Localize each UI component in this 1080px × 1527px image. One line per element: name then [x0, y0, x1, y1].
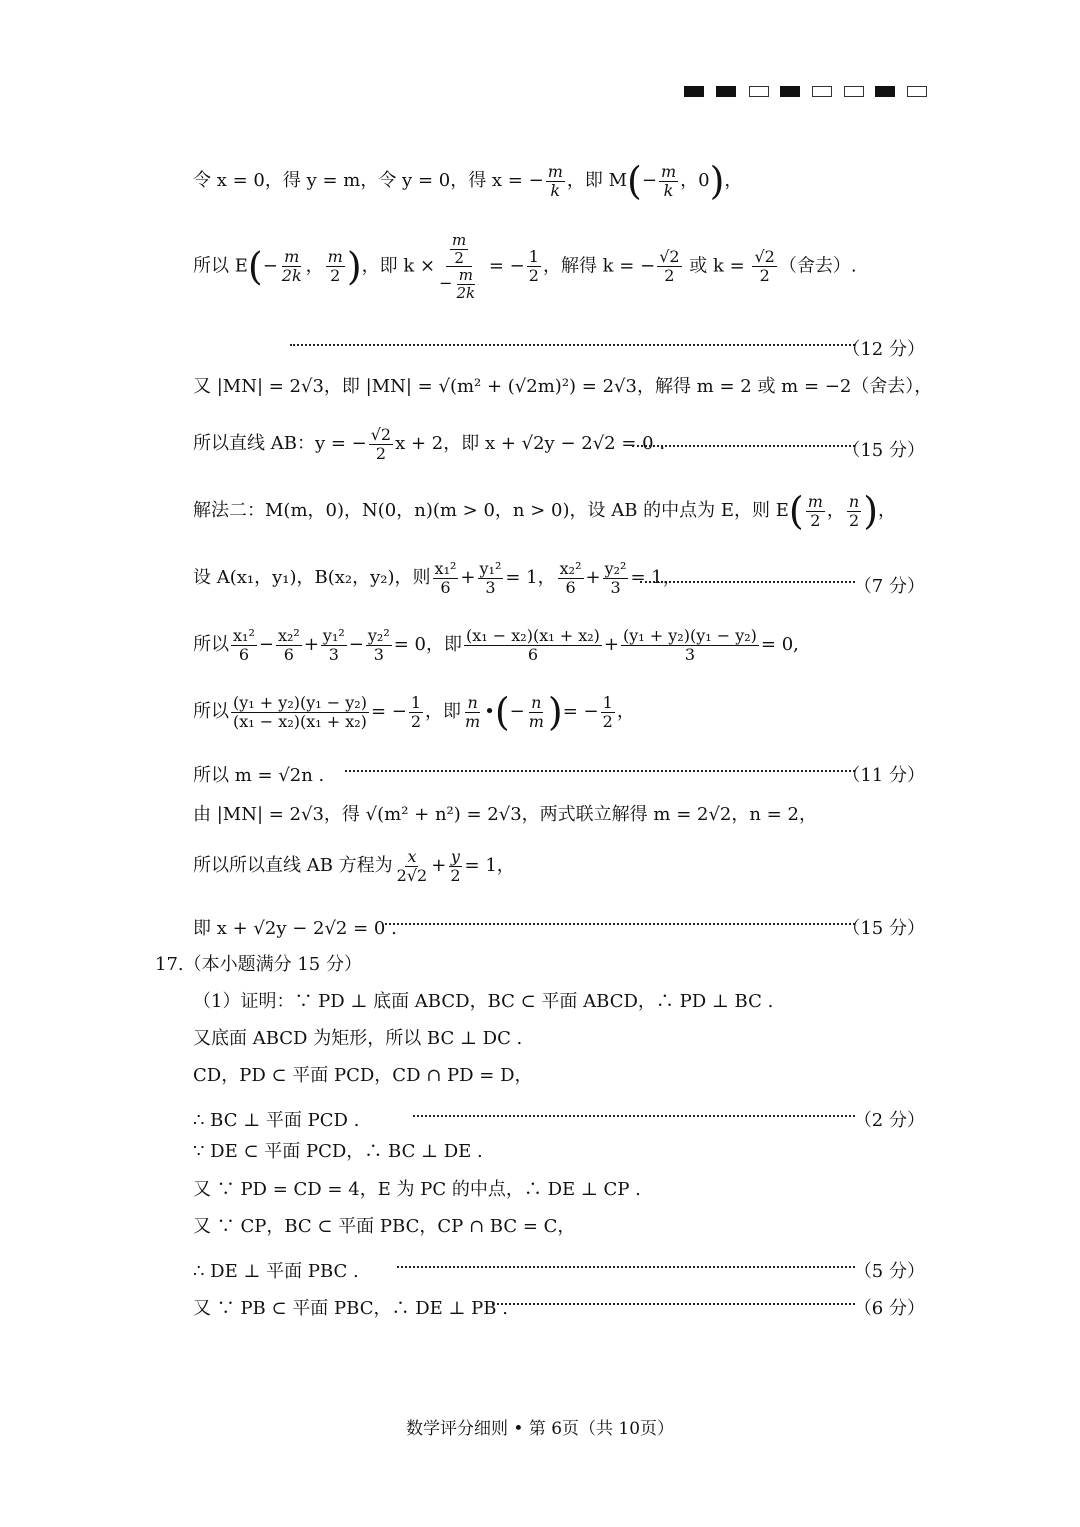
solution-line-6: 设 A(x₁，y₁)，B(x₂，y₂)，则 $\frac{\text{x₁²}}{6}$ + $\frac{\text{y₁²}}{3}$ = 1， $\frac{\text{x₂²}}{6}$ + $\frac{\text{y₂²}}{3}$ = 1， [193, 559, 681, 597]
proof-line-9: 又 ∵ PB ⊂ 平面 PBC，∴ DE ⊥ PB . [193, 1298, 508, 1319]
score-label: （11 分） [842, 765, 925, 786]
dotted-leader [632, 445, 855, 447]
score-line-7 [0, 560, 1080, 604]
solution-line-3: 又 |MN| = 2√3，即 |MN| = √(m² + (√2m)²) = 2√3，解得 m = 2 或 m = −2（舍去）， [193, 376, 933, 397]
dotted-leader [345, 770, 855, 772]
solution-line-12: 即 x + √2y − 2√2 = 0 . [193, 918, 397, 939]
score-label: （6 分） [853, 1298, 925, 1319]
proof-line-1: （1）证明：∵ PD ⊥ 底面 ABCD，BC ⊂ 平面 ABCD，∴ PD ⊥ BC . [193, 991, 774, 1012]
dotted-leader [385, 923, 855, 925]
score-line-15a [0, 426, 1080, 466]
score-line-2 [0, 1106, 1080, 1131]
dotted-leader [397, 1266, 855, 1268]
dotted-leader [640, 581, 855, 583]
proof-line-8: ∴ DE ⊥ 平面 PBC . [193, 1261, 359, 1282]
proof-line-6: 又 ∵ PD = CD = 4，E 为 PC 的中点，∴ DE ⊥ CP . [193, 1179, 641, 1200]
dotted-leader [413, 1115, 855, 1117]
score-label: （15 分） [842, 440, 925, 461]
score-label: （15 分） [842, 918, 925, 939]
score-label: （7 分） [853, 576, 925, 597]
solution-line-9: 所以 m = √2n . [193, 765, 325, 786]
score-line-5 [0, 1257, 1080, 1282]
solution-line-1: 令 x = 0，得 y = m，令 y = 0，得 x = − $\frac{m}{k}$ ，即 M(− $\frac{m}{k}$ ，0)， [193, 159, 743, 203]
marker-block [907, 86, 927, 97]
page-footer: 数学评分细则 • 第 6页（共 10页） [405, 1419, 675, 1439]
proof-line-4: ∴ BC ⊥ 平面 PCD . [193, 1110, 360, 1131]
score-label: （12 分） [842, 339, 925, 360]
solution-line-5: 解法二：M(m，0)，N(0，n)(m > 0，n > 0)，设 AB 的中点为 E，则 E( $\frac{m}{2}$ ， $\frac{n}{2}$ )， [193, 489, 897, 533]
solution-line-4: 所以直线 AB：y = − $\frac{√2}{2}$ x + 2，即 x + √2y − 2√2 = 0 . [193, 425, 666, 463]
proof-line-5: ∵ DE ⊂ 平面 PCD，∴ BC ⊥ DE . [193, 1141, 483, 1162]
marker-block [875, 86, 895, 97]
proof-line-3: CD，PD ⊂ 平面 PCD，CD ∩ PD = D， [193, 1065, 533, 1086]
score-line-6 [0, 1294, 1080, 1319]
proof-line-2: 又底面 ABCD 为矩形，所以 BC ⊥ DC . [193, 1028, 523, 1049]
score-line-11 [0, 761, 1080, 786]
solution-line-7: 所以 $\frac{\text{x₁²}}{6}$ − $\frac{\text{x₂²}}{6}$ + $\frac{\text{y₁²}}{3}$ − $\frac{\text{y₂²}}{3}$ = 0，即 $\frac{\text{(x₁ − x₂)(x₁ + x₂)}}{6}$ + $\frac{\text{(y₁ + y₂)(y₁ − y₂)}}{3}$ = 0, [193, 626, 799, 664]
marker-block [844, 86, 864, 97]
solution-line-11: 所以所以直线 AB 方程为 $\frac{x}{2√2}$ + $\frac{y}{2}$ = 1， [193, 847, 515, 885]
marker-block [780, 86, 800, 97]
score-label: （5 分） [853, 1261, 925, 1282]
dotted-leader [492, 1303, 855, 1305]
solution-line-10: 由 |MN| = 2√3，得 √(m² + n²) = 2√3，两式联立解得 m = 2√2，n = 2， [193, 804, 817, 825]
solution-line-8: 所以 $\frac{\text{(y₁ + y₂)(y₁ − y₂)}}{\text{(x₁ − x₂)(x₁ + x₂)}}$ = − $\frac{1}{2}$ ，即 $\frac{n}{m}$ •(− $\frac{n}{m}$ )= − $\frac{1}{2}$ ， [193, 690, 635, 734]
score-line-15b [0, 914, 1080, 939]
score-line-12 [0, 335, 1080, 360]
proof-line-7: 又 ∵ CP，BC ⊂ 平面 PBC，CP ∩ BC = C， [193, 1216, 576, 1237]
score-label: （2 分） [853, 1110, 925, 1131]
question-17-title: 17.（本小题满分 15 分） [155, 954, 362, 975]
marker-block [684, 86, 704, 97]
marker-block [716, 86, 736, 97]
marker-block [812, 86, 832, 97]
marker-block [749, 86, 769, 97]
solution-line-2: 所以 E(− $\frac{m}{2k}$ ， $\frac{m}{2}$ )，即 k × $\frac{m}{2}$ − $\frac{m}{2k}$ = − $\frac{1}{2}$ ，解得 k = − $\frac{√2}{2}$ 或 k = $\frac{√2}{2}$ （舍去）. [193, 231, 857, 302]
dotted-leader [290, 344, 855, 346]
